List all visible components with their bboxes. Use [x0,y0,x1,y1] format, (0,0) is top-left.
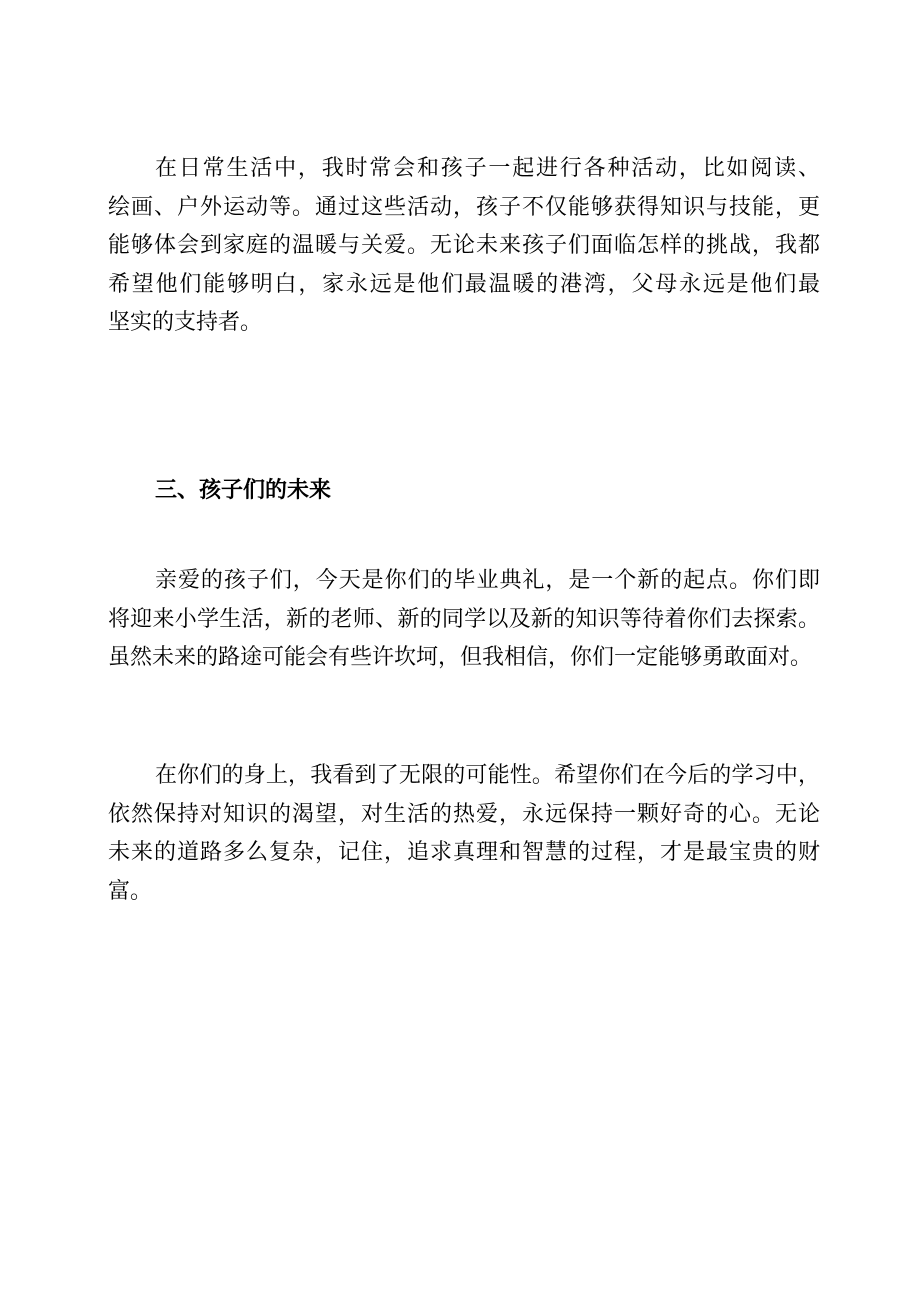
paragraph-line: 希望他们能够明白，家永远是他们最温暖的港湾，父母永远是他们最 [108,271,820,297]
paragraph-line: 富。 [108,878,153,904]
paragraph-line: 坚实的支持者。 [108,310,263,335]
paragraph-line: 将迎来小学生活，新的老师、新的同学以及新的知识等待着你们去探索。 [108,606,820,632]
paragraph-line: 亲爱的孩子们，今天是你们的毕业典礼，是一个新的起点。你们即 [155,568,820,593]
paragraph-family-activities [108,150,820,343]
paragraph-line: 依然保持对知识的渴望，对生活的热爱，永远保持一颗好奇的心。无论 [108,801,820,827]
section-heading: 三、孩子们的未来 [155,477,332,503]
paragraph-line: 能够体会到家庭的温暖与关爱。无论未来孩子们面临怎样的挑战，我都 [108,233,820,258]
paragraph-line: 未来的道路多么复杂，记住，追求真理和智慧的过程，才是最宝贵的财 [108,840,820,865]
paragraph-line: 在你们的身上，我看到了无限的可能性。希望你们在今后的学习中， [155,763,820,788]
paragraph-line: 绘画、户外运动等。通过这些活动，孩子不仅能够获得知识与技能，更 [108,194,820,220]
paragraph-possibilities [108,757,820,911]
paragraph-line: 虽然未来的路途可能会有些许坎坷，但我相信，你们一定能够勇敢面对。 [108,645,813,670]
paragraph-line: 在日常生活中，我时常会和孩子一起进行各种活动，比如阅读、 [155,156,820,181]
paragraph-graduation [108,562,820,678]
